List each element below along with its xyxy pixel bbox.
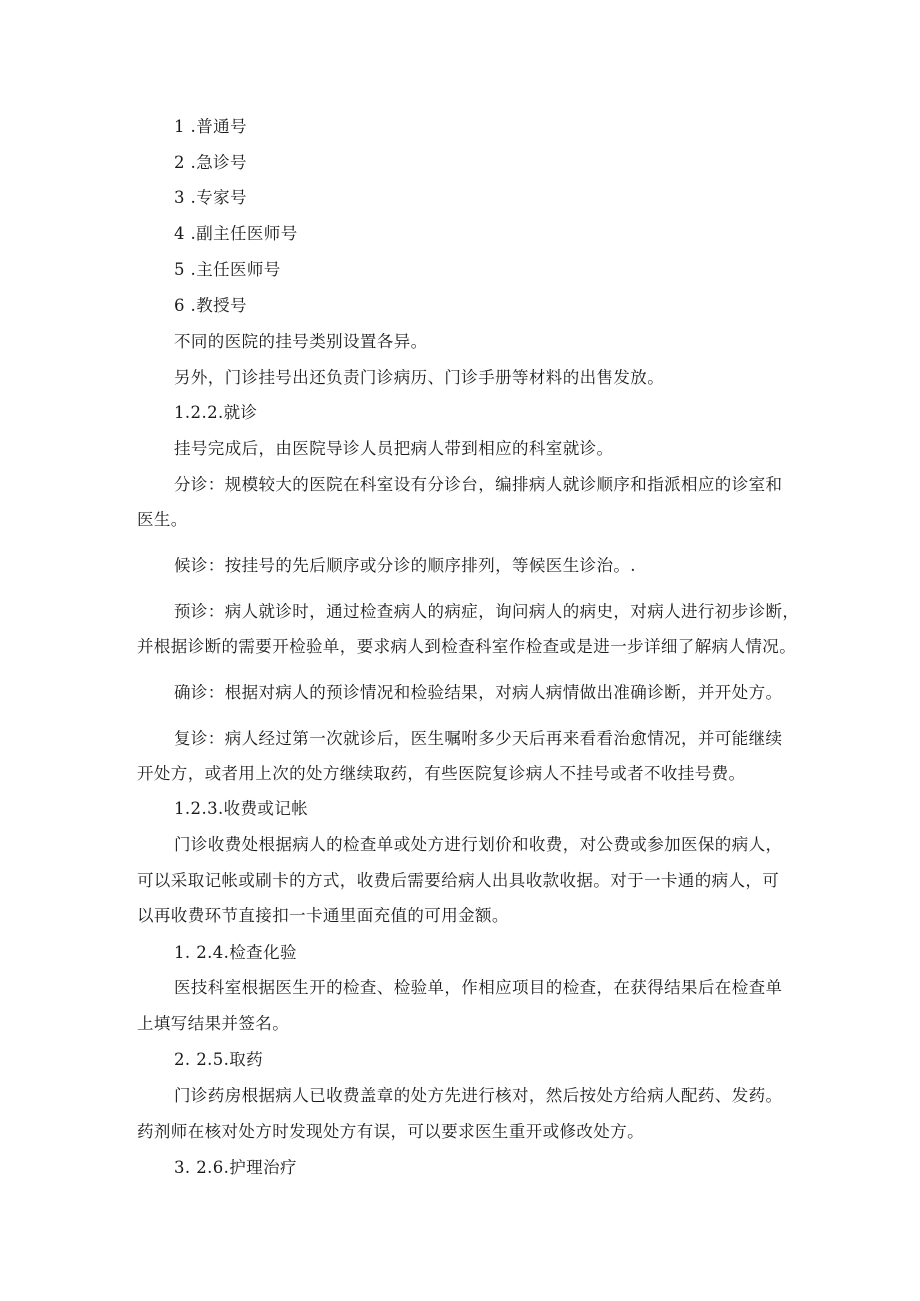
paragraph-diff: 不同的医院的挂号类别设置各异。 [174, 332, 428, 351]
list-item: 2 .急诊号 [174, 153, 247, 172]
paragraph-quezhen: 确诊：根据对病人的预诊情况和检验结果，对病人病情做出准确诊断，并开处方。 [174, 683, 783, 702]
list-item: 3 .专家号 [174, 188, 247, 207]
paragraph-quyao-line: 门诊药房根据病人已收费盖章的处方先进行核对，然后按处方给病人配药、发药。 [174, 1086, 783, 1105]
paragraph-shoufei-line: 以再收费环节直接扣一卡通里面充值的可用金额。 [137, 906, 509, 925]
list-item: 1 .普通号 [174, 117, 247, 136]
section-heading-1-2-2: 1.2.2.就诊 [174, 403, 258, 422]
list-item: 4 .副主任医师号 [174, 224, 298, 243]
paragraph-fuzhen-line: 开处方，或者用上次的处方继续取药，有些医院复诊病人不挂号或者不收挂号费。 [137, 764, 746, 783]
list-item: 6 .教授号 [174, 296, 247, 315]
section-heading-1-2-4: 1. 2.4.检查化验 [174, 943, 297, 962]
paragraph-jiancha-line: 医技科室根据医生开的检查、检验单，作相应项目的检查，在获得结果后在检查单 [174, 978, 783, 997]
section-heading-1-2-3: 1.2.3.收费或记帐 [174, 799, 309, 818]
section-heading-2-2-5: 2. 2.5.取药 [174, 1050, 264, 1069]
paragraph-fenzhen-line: 分诊：规模较大的医院在科室设有分诊台，编排病人就诊顺序和指派相应的诊室和 [174, 475, 783, 494]
section-heading-3-2-6: 3. 2.6.护理治疗 [174, 1158, 297, 1177]
paragraph-shoufei-line: 可以采取记帐或刷卡的方式，收费后需要给病人出具收款收据。对于一卡通的病人，可 [137, 871, 780, 890]
list-item: 5 .主任医师号 [174, 260, 281, 279]
paragraph-after-registration: 挂号完成后，由医院导诊人员把病人带到相应的科室就诊。 [174, 439, 614, 458]
paragraph-jiancha-line: 上填写结果并签名。 [137, 1014, 290, 1033]
paragraph-quyao-line: 药剂师在核对处方时发现处方有误，可以要求医生重开或修改处方。 [137, 1122, 644, 1141]
paragraph-houzhen: 候诊：按挂号的先后顺序或分诊的顺序排列，等候医生诊治。. [174, 556, 636, 575]
paragraph-yuzhen-line: 并根据诊断的需要开检验单，要求病人到检查科室作检查或是进一步详细了解病人情况。 [137, 637, 797, 656]
paragraph-fuzhen-line: 复诊：病人经过第一次就诊后，医生嘱咐多少天后再来看看治愈情况，并可能继续 [174, 729, 783, 748]
paragraph-yuzhen-line: 预诊：病人就诊时，通过检查病人的病症，询问病人的病史，对病人进行初步诊断， [174, 602, 800, 621]
paragraph-fenzhen-line: 医生。 [137, 510, 188, 529]
paragraph-also: 另外，门诊挂号出还负责门诊病历、门诊手册等材料的出售发放。 [174, 368, 665, 387]
paragraph-shoufei-line: 门诊收费处根据病人的检查单或处方进行划价和收费，对公费或参加医保的病人， [174, 835, 783, 854]
